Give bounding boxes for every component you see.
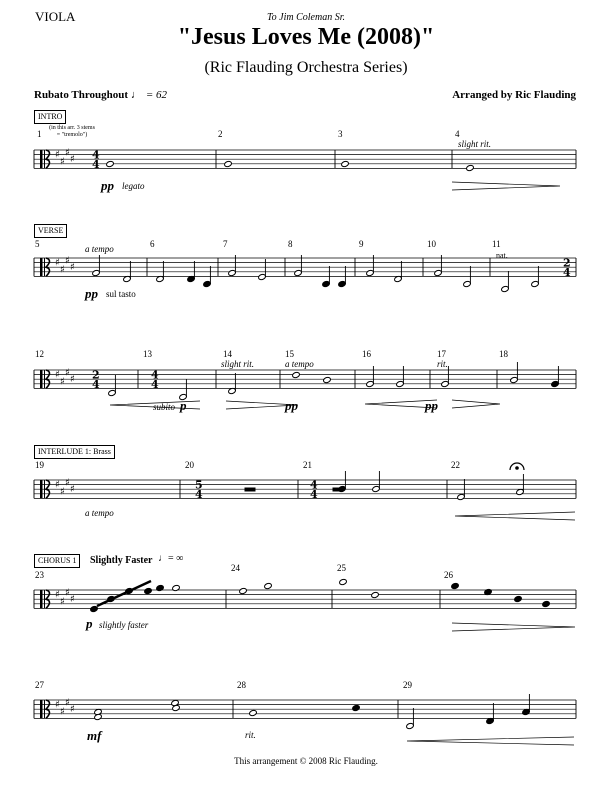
time-signature: 4 (310, 478, 318, 492)
measure-number: 11 (492, 239, 501, 249)
expression-a-tempo: a tempo (85, 244, 114, 254)
measure-number: 24 (231, 563, 240, 573)
time-signature: 4 (151, 368, 159, 382)
note-head (352, 704, 360, 711)
arranger-credit: Arranged by Ric Flauding (452, 89, 576, 101)
sharp-icon: ♯ (70, 484, 75, 496)
time-signature: 2 (563, 256, 571, 270)
measure-number: 19 (35, 460, 44, 470)
measure-number: 28 (237, 680, 246, 690)
note-head (514, 595, 522, 602)
expression-subito: subito (153, 402, 176, 412)
sharp-icon: ♯ (65, 255, 70, 267)
quarter-note-icon: ♩ (158, 553, 168, 564)
note-head (466, 164, 474, 171)
sharp-icon: ♯ (60, 596, 65, 608)
page-title: "Jesus Loves Me (2008)" (177, 24, 435, 50)
decrescendo-hairpin (452, 182, 560, 190)
alto-clef-icon (44, 370, 45, 388)
note-head (341, 160, 349, 167)
expression-sul-tasto: sul tasto (106, 289, 136, 299)
time-signature: 4 (310, 487, 318, 501)
measure-number: 5 (35, 239, 40, 249)
note-head (451, 582, 459, 589)
rehearsal-interlude: INTERLUDE 1: Brass (34, 445, 115, 459)
sharp-icon: ♯ (60, 486, 65, 498)
measure-number: 12 (35, 349, 44, 359)
measure-number: 20 (185, 460, 194, 470)
rehearsal-intro: INTRO (34, 110, 66, 124)
measure-number: 15 (285, 349, 294, 359)
sharp-icon: ♯ (55, 369, 60, 381)
expression-rit: rit. (437, 359, 448, 369)
time-signature: 5 (195, 478, 203, 492)
instrument-name: VIOLA (35, 9, 76, 24)
measure-number: 2 (218, 129, 223, 139)
measure-number: 1 (37, 129, 42, 139)
note-head (90, 605, 98, 612)
sharp-icon: ♯ (60, 264, 65, 276)
measure-number: 4 (455, 129, 460, 139)
measure-number: 27 (35, 680, 44, 690)
quarter-note-icon: ♩ (130, 89, 142, 101)
measure-number: 17 (437, 349, 446, 359)
dynamic-pp: pp (85, 286, 98, 301)
rest-icon (245, 488, 255, 491)
alto-clef-icon (44, 258, 45, 276)
copyright-notice: This arrangement © 2008 Ric Flauding. (234, 756, 378, 766)
measure-number: 18 (499, 349, 508, 359)
measure-number: 21 (303, 460, 312, 470)
note-head (144, 587, 152, 594)
decrescendo-hairpin (452, 400, 500, 408)
sharp-icon: ♯ (55, 257, 60, 269)
sharp-icon: ♯ (60, 376, 65, 388)
sharp-icon: ♯ (60, 706, 65, 718)
expression-slight-rit: slight rit. (458, 139, 492, 149)
measure-number: 29 (403, 680, 412, 690)
dynamic-p: p (86, 616, 93, 631)
alto-clef-icon (40, 480, 43, 498)
expression-legato: legato (122, 181, 145, 191)
dynamic-pp: pp (285, 398, 298, 413)
time-signature: 2 (92, 368, 100, 382)
sharp-icon: ♯ (55, 149, 60, 161)
time-signature: 4 (563, 265, 571, 279)
dynamic-pp: pp (101, 178, 114, 193)
sharp-icon: ♯ (70, 594, 75, 606)
beam (97, 581, 151, 606)
alto-clef-icon (40, 370, 43, 388)
alto-clef-icon (40, 700, 43, 718)
measure-number: 3 (338, 129, 343, 139)
time-signature: 4 (92, 377, 100, 391)
measure-number: 6 (150, 239, 155, 249)
time-signature: 4 (195, 487, 203, 501)
note-head (106, 160, 114, 167)
measure-number: 25 (337, 563, 346, 573)
sharp-icon: ♯ (55, 479, 60, 491)
crescendo-hairpin (407, 737, 574, 745)
measure-number: 16 (362, 349, 371, 359)
rehearsal-verse: VERSE (34, 224, 67, 238)
dedication: To Jim Coleman Sr. (267, 12, 345, 23)
time-signature: 4 (151, 377, 159, 391)
chorus-tempo-label: Slightly Faster (90, 555, 153, 566)
sharp-icon: ♯ (65, 367, 70, 379)
sharp-icon: ♯ (65, 587, 70, 599)
note-head (172, 584, 180, 591)
sharp-icon: ♯ (70, 262, 75, 274)
measure-number: 26 (444, 570, 453, 580)
alto-clef-icon (40, 258, 43, 276)
sharp-icon: ♯ (70, 374, 75, 386)
crescendo-hairpin (455, 512, 575, 520)
note-head (224, 160, 232, 167)
note-head (264, 582, 272, 589)
expression-nat: nat. (496, 251, 508, 260)
measure-number: 10 (427, 239, 436, 249)
note-head (542, 600, 550, 607)
expression-slight-rit: slight rit. (221, 359, 255, 369)
alto-clef-icon (44, 700, 45, 718)
measure-number: 7 (223, 239, 228, 249)
measure-number: 14 (223, 349, 232, 359)
note-head (239, 587, 247, 594)
sharp-icon: ♯ (55, 699, 60, 711)
sharp-icon: ♯ (65, 147, 70, 159)
dynamic-pp: pp (425, 398, 438, 413)
note-head (249, 709, 257, 716)
sharp-icon: ♯ (60, 156, 65, 168)
alto-clef-icon (40, 150, 43, 168)
time-signature: 4 (92, 148, 100, 162)
measure-number: 22 (451, 460, 460, 470)
sharp-icon: ♯ (55, 589, 60, 601)
dynamic-mf: mf (87, 728, 102, 743)
note-head (292, 371, 300, 378)
expression-slightly-faster: slightly faster (99, 620, 149, 630)
fermata-icon (516, 467, 519, 470)
note-head (156, 584, 164, 591)
expression-a-tempo: a tempo (285, 359, 314, 369)
tempo-value: = 62 (145, 89, 167, 101)
measure-number: 13 (143, 349, 152, 359)
note-head (371, 591, 379, 598)
measure-number: 8 (288, 239, 293, 249)
page-subtitle: (Ric Flauding Orchestra Series) (204, 59, 408, 76)
sharp-icon: ♯ (70, 154, 75, 166)
alto-clef-icon (44, 590, 45, 608)
tempo-label: Rubato Throughout (34, 89, 129, 101)
expression-a-tempo: a tempo (85, 508, 114, 518)
measure-number: 9 (359, 239, 364, 249)
tremolo-note: (in this arr. 3 stems = "tremolo") (49, 125, 95, 138)
note-head (323, 376, 331, 383)
alto-clef-icon (44, 150, 45, 168)
time-signature: 4 (92, 157, 100, 171)
dynamic-p: p (180, 398, 187, 413)
sharp-icon: ♯ (65, 697, 70, 709)
expression-rit: rit. (245, 730, 256, 740)
rest-icon (333, 488, 343, 491)
sharp-icon: ♯ (70, 704, 75, 716)
chorus-tempo-mark: ♩= ∞ (158, 553, 184, 564)
measure-number: 23 (35, 570, 44, 580)
alto-clef-icon (40, 590, 43, 608)
decrescendo-hairpin (452, 623, 575, 631)
note-head (339, 578, 347, 585)
alto-clef-icon (44, 480, 45, 498)
sharp-icon: ♯ (65, 477, 70, 489)
rehearsal-chorus: CHORUS 1 (34, 554, 80, 568)
